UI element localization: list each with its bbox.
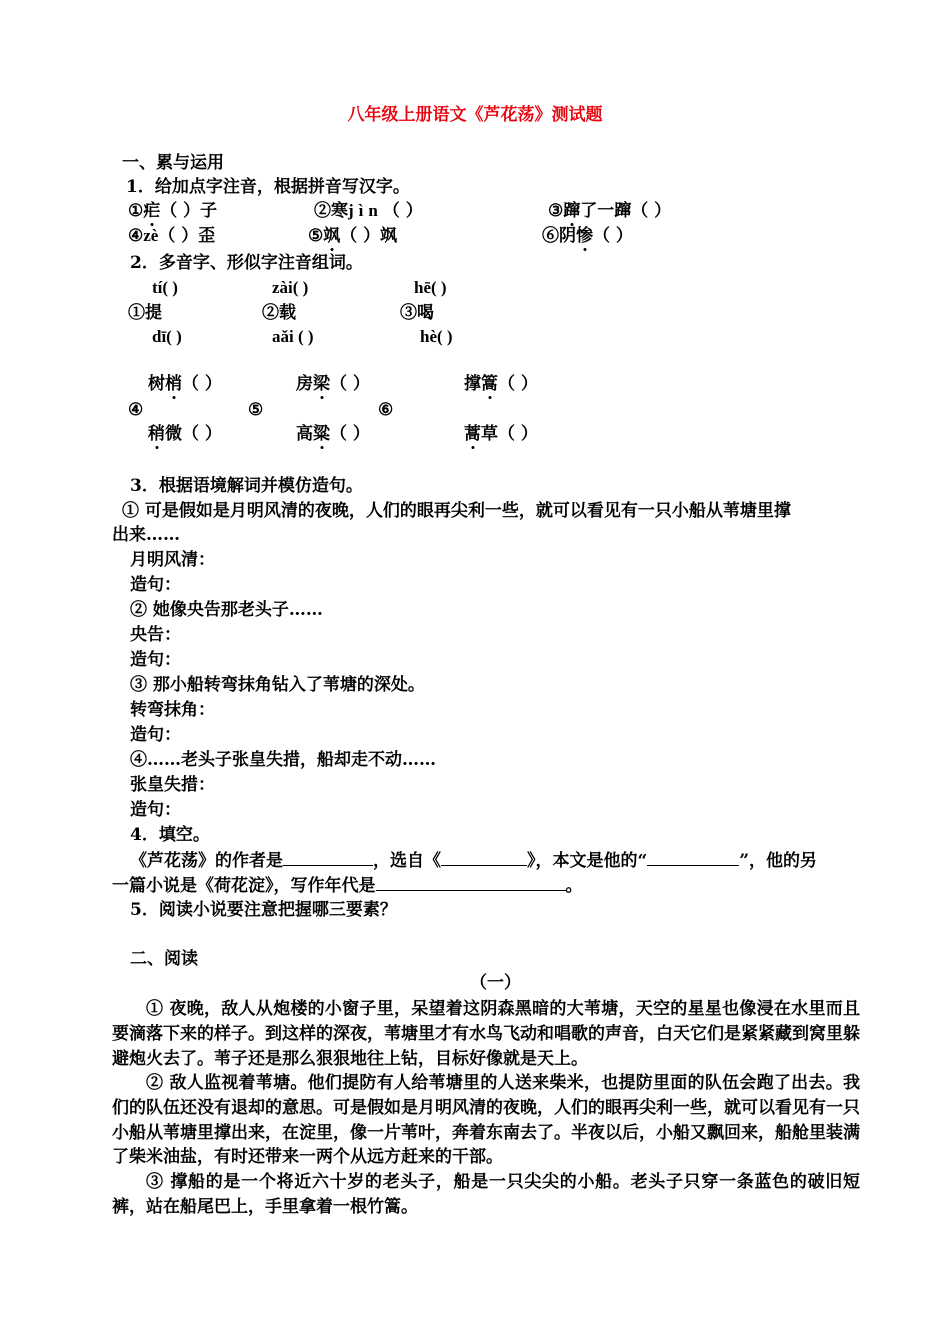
q1-item-4: ④zè（ ）歪 — [128, 226, 216, 246]
answer-blank[interactable] — [283, 849, 373, 866]
q4-label: 4．填空。 — [130, 825, 210, 845]
dotted-char: 惨 — [576, 226, 593, 246]
q4-line-2: 一篇小说是《荷花淀》，写作年代是 。 — [112, 876, 583, 896]
q2-pinyin-top-1: tí( ) — [152, 278, 178, 297]
dotted-char: 梢 — [165, 374, 182, 394]
q1-label: 1．给加点字注音，根据拼音写汉字。 — [126, 177, 410, 197]
q1-item-2: ②寒jìn（ ） — [314, 201, 423, 221]
q3-word-3: 转弯抹角： — [130, 700, 215, 720]
q2-word-bottom-2: 高粱（ ） — [296, 424, 370, 444]
q2-char-2: ②载 — [262, 303, 296, 323]
q3-zaoju-4: 造句： — [130, 800, 181, 820]
q2-word-top-1: 树梢（ ） — [148, 374, 222, 394]
dotted-char: 飒 — [323, 226, 341, 246]
q3-word-1: 月明风清： — [130, 550, 215, 570]
reading-paragraph-3: ③ 撑船的是一个将近六十岁的老头子，船是一只尖尖的小船。老头子只穿一条蓝色的破旧短裤，站在船尾巴上，手里拿着一根竹篙。 — [112, 1172, 860, 1217]
q3-word-2: 央告： — [130, 625, 181, 645]
dotted-char: 蹿 — [563, 201, 581, 221]
q2-pinyin-bottom-2: aǎi ( ) — [272, 327, 314, 346]
reading-paragraph-1: ① 夜晚，敌人从炮楼的小窗子里，呆望着这阴森黑暗的大苇塘，天空的星星也像浸在水里而且要滴落下来的样子。到这样的深夜，苇塘里才有水鸟飞动和唱歌的声音，白天它们是紧紧藏到窝里躲避炮火去了。苇子还是那么狠狠地往上钻，目标好像就是天上。 — [112, 999, 860, 1069]
q2-pinyin-bottom-3: hè( ) — [420, 327, 453, 346]
q4-line-1: 《芦花荡》的作者是 ，选自《 》，本文是他的“ ”，他的另 — [130, 851, 818, 871]
dotted-char: 蒿 — [464, 424, 481, 444]
section2-heading: 二、阅读 — [130, 949, 198, 969]
q2-label: 2．多音字、形似字注音组词。 — [130, 253, 363, 273]
q2-word-top-2: 房梁（ ） — [296, 374, 370, 394]
dotted-char: 梁 — [313, 374, 330, 394]
q2-char-3: ③喝 — [400, 303, 434, 323]
q2-num-4: ④ — [128, 400, 144, 420]
q1-item-5: ⑤飒（ ）飒 — [308, 226, 398, 246]
q2-pinyin-top-3: hē( ) — [414, 278, 447, 297]
q3-word-4: 张皇失措： — [130, 775, 215, 795]
answer-blank[interactable] — [441, 849, 527, 866]
q2-word-bottom-1: 稍微（ ） — [148, 424, 222, 444]
q2-word-top-3: 撑篙（ ） — [464, 374, 538, 394]
q2-char-1: ①提 — [128, 303, 162, 323]
q2-pinyin-bottom-1: dī( ) — [152, 327, 182, 346]
q3-zaoju-3: 造句： — [130, 725, 181, 745]
answer-blank[interactable] — [647, 849, 739, 866]
q2-num-6: ⑥ — [378, 400, 394, 420]
dotted-char: 稍 — [148, 424, 165, 444]
q5-label: 5．阅读小说要注意把握哪三要素？ — [130, 900, 397, 920]
q2-pinyin-top-2: zài( ) — [272, 278, 309, 297]
dotted-char: 疟 — [143, 201, 161, 221]
answer-blank[interactable] — [376, 874, 566, 891]
q3-sentence-2: ② 她像央告那老头子…… — [130, 600, 323, 620]
q3-zaoju-2: 造句： — [130, 650, 181, 670]
page-title: 八年级上册语文《芦花荡》测试题 — [347, 105, 603, 125]
q1-item-1: ①疟（ ）子 — [128, 201, 218, 221]
q3-sentence-1a: ① 可是假如是月明风清的夜晚，人们的眼再尖利一些，就可以看见有一只小船从苇塘里撑 — [122, 501, 791, 521]
dotted-char: 篙 — [481, 374, 498, 394]
q3-sentence-1b: 出来…… — [112, 525, 180, 545]
q2-num-5: ⑤ — [248, 400, 264, 420]
q2-word-bottom-3: 蒿草（ ） — [464, 424, 538, 444]
q3-sentence-4: ④……老头子张皇失措，船却走不动…… — [130, 750, 436, 770]
dotted-char: 粱 — [313, 424, 330, 444]
section1-heading: 一、累与运用 — [122, 153, 224, 173]
q1-item-6: ⑥阴惨（ ） — [542, 226, 633, 246]
q3-label: 3．根据语境解词并模仿造句。 — [130, 476, 363, 496]
reading-paragraph-2: ② 敌人监视着苇塘。他们提防有人给苇塘里的人送来柴米，也提防里面的队伍会跑了出去。我们的队伍还没有退却的意思。可是假如是月明风清的夜晚，人们的眼再尖利一些，就可以看见有一只小船从苇塘里撑出来，在淀里，像一片苇叶，奔着东南去了。半夜以后，小船又飘回来，船舱里装满了柴米油盐，有时还带来一两个从远方赶来的干部。 — [112, 1073, 860, 1168]
reading-subheading: （一） — [470, 973, 521, 993]
q3-sentence-3: ③ 那小船转弯抹角钻入了苇塘的深处。 — [130, 675, 425, 695]
q1-item-3: ③蹿了一蹿（ ） — [548, 201, 672, 221]
q3-zaoju-1: 造句： — [130, 575, 181, 595]
